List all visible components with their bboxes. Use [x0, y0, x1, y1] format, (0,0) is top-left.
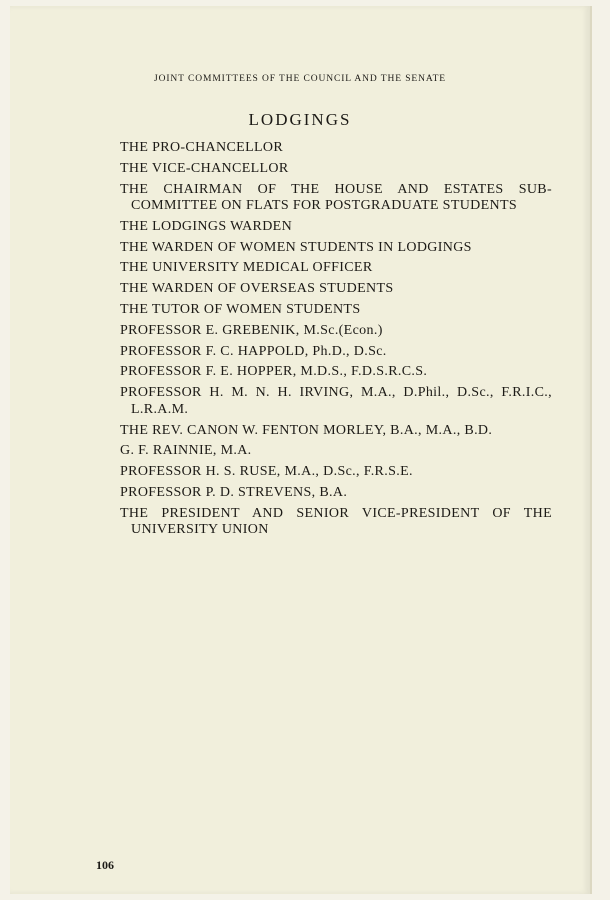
- list-item: PROFESSOR F. E. HOPPER, M.D.S., F.D.S.R.C.S.: [120, 364, 428, 380]
- list-item: PROFESSOR H. S. RUSE, M.A., D.Sc., F.R.S.E.: [120, 464, 413, 480]
- list-item: THE PRESIDENT AND SENIOR VICE-PRESIDENT OF THE UNIVERSITY UNION: [120, 505, 552, 538]
- list-item: THE REV. CANON W. FENTON MORLEY, B.A., M.A., B.D.: [120, 422, 493, 438]
- list-item: THE TUTOR OF WOMEN STUDENTS: [120, 302, 361, 318]
- running-head: JOINT COMMITTEES OF THE COUNCIL AND THE SENATE: [153, 74, 446, 84]
- list-item: THE WARDEN OF WOMEN STUDENTS IN LODGINGS: [120, 239, 472, 255]
- list-item: THE PRO-CHANCELLOR: [120, 140, 284, 155]
- list-item: THE WARDEN OF OVERSEAS STUDENTS: [120, 281, 394, 297]
- section-title: LODGINGS: [248, 110, 352, 129]
- list-item: THE VICE-CHANCELLOR: [120, 160, 289, 176]
- list-item: PROFESSOR P. D. STREVENS, B.A.: [120, 484, 348, 500]
- list-item: THE CHAIRMAN OF THE HOUSE AND ESTATES SUB-COMMITTEE ON FLATS FOR POSTGRADUATE STUDENTS: [120, 181, 552, 214]
- list-item: THE LODGINGS WARDEN: [120, 218, 293, 234]
- list-item: PROFESSOR F. C. HAPPOLD, Ph.D., D.Sc.: [120, 343, 387, 359]
- member-list: [120, 140, 552, 543]
- page-number: 106: [96, 858, 114, 872]
- list-item: G. F. RAINNIE, M.A.: [120, 443, 252, 459]
- list-item: THE UNIVERSITY MEDICAL OFFICER: [120, 260, 373, 276]
- list-item: PROFESSOR H. M. N. H. IRVING, M.A., D.Phil., D.Sc., F.R.I.C., L.R.A.M.: [120, 385, 552, 417]
- list-item: PROFESSOR E. GREBENIK, M.Sc.(Econ.): [120, 322, 383, 338]
- book-page: [10, 6, 590, 894]
